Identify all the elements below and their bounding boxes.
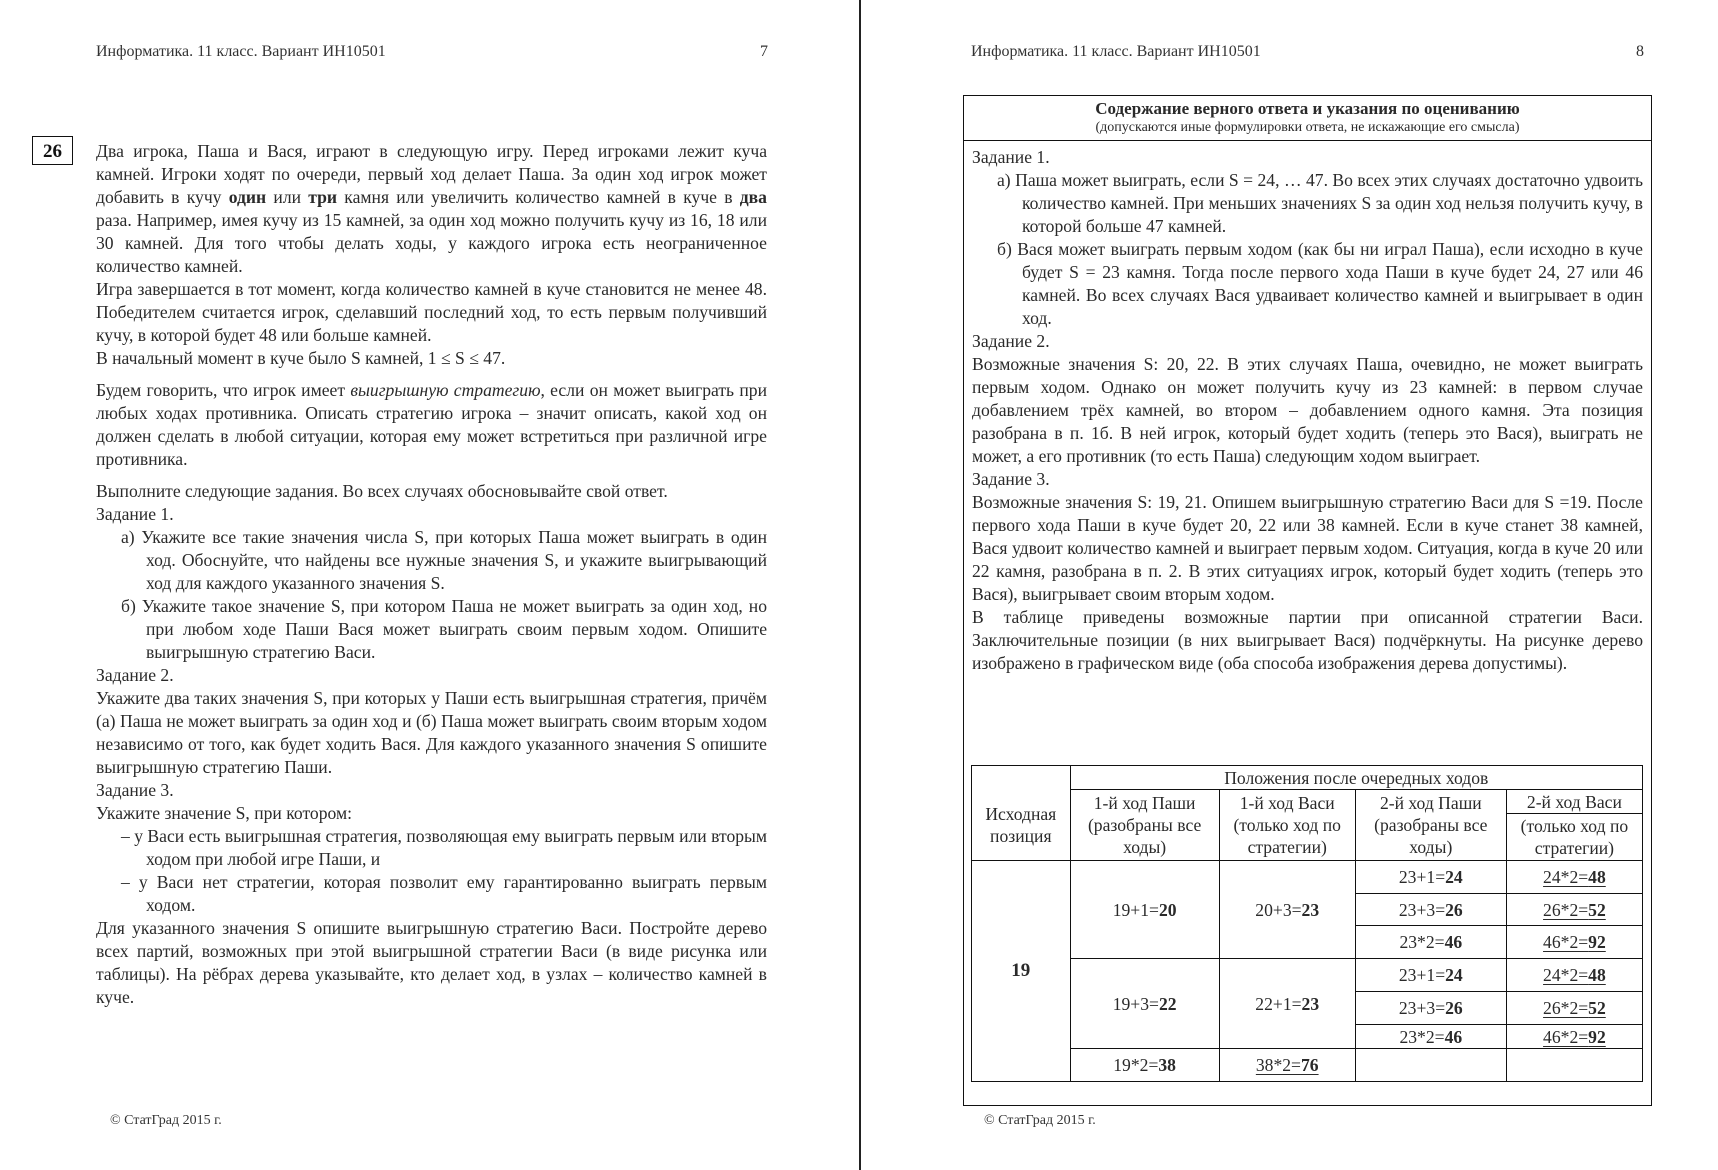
- task2-text: Укажите два таких значения S, при которых у Паши есть выигрышная стратегия, причём (а) Паша не может выиграть за один ход и (б) Паша может выиграть своим вторым ходом независимо от того, как будет ходить Вася. Для каждого указанного значения S опишите выигрышную стратегию Паши.: [96, 688, 767, 777]
- table-cell-vasya-2: 46*2=92: [1506, 926, 1642, 959]
- task3-intro: Укажите значение S, при котором:: [96, 803, 352, 823]
- task3-item-2: – у Васи нет стратегии, которая позволит ему гарантированно выиграть первым ходом.: [121, 872, 767, 915]
- answer1-title: Задание 1.: [972, 147, 1050, 167]
- task1-title: Задание 1.: [96, 504, 174, 524]
- table-cell-vasya-2: 26*2=52: [1506, 992, 1642, 1025]
- table-cell-pasha-1: 19+3=22: [1070, 959, 1219, 1049]
- task2-title: Задание 2.: [96, 665, 174, 685]
- table-cell-pasha-2: 23+3=26: [1355, 992, 1506, 1025]
- table-cell-vasya-1: 22+1=23: [1219, 959, 1355, 1049]
- table-cell-pasha-2: 23*2=46: [1355, 926, 1506, 959]
- table-cell-vasya-2: 26*2=52: [1506, 894, 1642, 926]
- answer-box-subtitle: (допускаются иные формулировки ответа, не искажающие его смысла): [1095, 120, 1520, 135]
- answer2-title: Задание 2.: [972, 331, 1050, 351]
- table-cell-vasya-2: 24*2=48: [1506, 959, 1642, 992]
- task3-item-1: – у Васи есть выигрышная стратегия, позволяющая ему выиграть первым или вторым ходом при любой игре Паши, и: [121, 826, 767, 869]
- strategy-definition-paragraph: Будем говорить, что игрок имеет выигрышную стратегию, если он может выиграть при любых ходах противника. Описать стратегию игрока – значит описать, какой ход он должен сделать в любой ситуации, которая ему может встретиться при различной игре противника.: [96, 380, 767, 469]
- left-page-header: Информатика. 11 класс. Вариант ИН10501: [96, 43, 386, 60]
- table-cell-vasya-1: 38*2=76: [1219, 1049, 1355, 1082]
- answer-box-header: [964, 96, 1651, 141]
- table-row: [972, 959, 1643, 992]
- table-cell-vasya-1: 20+3=23: [1219, 861, 1355, 959]
- table-cell-pasha-1: 19+1=20: [1070, 861, 1219, 959]
- task1-a: а) Укажите все такие значения числа S, при которых Паша может выиграть в один ход. Обоснуйте, что найдены все нужные значения S, и укажите выигрывающий ход для каждого указанного значения S.: [121, 527, 767, 593]
- question-number-badge: 26: [32, 136, 73, 165]
- right-page-number: 8: [1636, 43, 1644, 60]
- page-divider: [859, 0, 861, 1170]
- answer-box-title: Содержание верного ответа и указания по оцениванию: [1095, 99, 1520, 118]
- right-page-header: Информатика. 11 класс. Вариант ИН10501: [971, 43, 1261, 60]
- table-header-start: Исходная позиция: [972, 790, 1071, 861]
- table-header-vasya-2-top: 2-й ход Васи: [1506, 790, 1642, 814]
- table-cell-pasha-2: 23+1=24: [1355, 861, 1506, 894]
- table-cell-empty: [1506, 1049, 1642, 1082]
- answer3-title: Задание 3.: [972, 469, 1050, 489]
- table-group-header: Положения после очередных ходов: [1070, 766, 1642, 790]
- left-page-number: 7: [760, 43, 768, 60]
- table-cell-pasha-1: 19*2=38: [1070, 1049, 1219, 1082]
- table-start-value: 19: [972, 861, 1071, 1082]
- table-row: [972, 861, 1643, 894]
- task1-b: б) Укажите такое значение S, при котором Паша не может выиграть за один ход, но при любом ходе Паши Вася может выиграть своим первым ходом. Опишите выигрышную стратегию Васи.: [121, 596, 767, 662]
- table-header-pasha-1: 1-й ход Паши (разобраны все ходы): [1070, 790, 1219, 861]
- left-page-footer: © СтатГрад 2015 г.: [110, 1113, 222, 1128]
- answer1-b: б) Вася может выиграть первым ходом (как бы ни играл Паша), если исходно в куче будет S = 23 камня. Тогда после первого хода Паши в куче будет 24, 27 или 46 камней. Во всех случаях Вася удваивает количество камней и выигрывает в один ход.: [997, 239, 1643, 328]
- end-condition-paragraph: Игра завершается в тот момент, когда количество камней в куче становится не менее 48. Победителем считается игрок, сделавший последний ход, то есть первым получивший кучу, в которой будет 48 или больше камней.: [96, 279, 767, 345]
- instructions-paragraph: Выполните следующие задания. Во всех случаях обосновывайте свой ответ.: [96, 481, 668, 501]
- answer1-a: а) Паша может выиграть, если S = 24, … 47. Во всех этих случаях достаточно удвоить количество камней. При меньших значениях S за один ход нельзя получить кучу, в которой больше 47 камней.: [997, 170, 1643, 236]
- task3-title: Задание 3.: [96, 780, 174, 800]
- table-cell-vasya-2: 46*2=92: [1506, 1025, 1642, 1049]
- table-cell-pasha-2: 23*2=46: [1355, 1025, 1506, 1049]
- rules-paragraph: Два игрока, Паша и Вася, играют в следующую игру. Перед игроками лежит куча камней. Игроки ходят по очереди, первый ход делает Паша. За один ход игрок может добавить в кучу один или три камня или увеличить количество камней в куче в два раза. Например, имея кучу из 15 камней, за один ход можно получить кучу из 16, 18 или 30 камней. Для того чтобы делать ходы, у каждого игрока есть неограниченное количество камней.: [96, 141, 767, 276]
- table-header-pasha-2: 2-й ход Паши (разобраны все ходы): [1355, 790, 1506, 861]
- initial-state-paragraph: В начальный момент в куче было S камней, 1 ≤ S ≤ 47.: [96, 348, 506, 368]
- table-cell-pasha-2: 23+3=26: [1355, 894, 1506, 926]
- table-cell-pasha-2: 23+1=24: [1355, 959, 1506, 992]
- answer-text: [964, 141, 1651, 675]
- answer3-table-intro: В таблице приведены возможные партии при описанной стратегии Васи. Заключительные позиции (в них выигрывает Вася) подчёркнуты. На рисунке дерево изображено в графическом виде (оба способа изображения дерева допустимы).: [972, 607, 1643, 673]
- answer3-text: Возможные значения S: 19, 21. Опишем выигрышную стратегию Васи для S =19. После первого хода Паши в куче будет 20, 22 или 38 камней. Если в куче станет 38 камней, Вася удвоит количество камней и выиграет первым ходом. Ситуация, когда в куче 20 или 22 камня, разобрана в п. 2. В этих ситуациях игрок, который будет ходить (теперь это Вася), выигрывает своим вторым ходом.: [972, 492, 1643, 604]
- table-row: [972, 1049, 1643, 1082]
- table-cell-vasya-2: 24*2=48: [1506, 861, 1642, 894]
- table-header-vasya-2-bottom: (только ход по стратегии): [1506, 814, 1642, 861]
- task3-text: Для указанного значения S опишите выигрышную стратегию Васи. Постройте дерево всех партий, возможных при этой выигрышной стратегии Васи (в виде рисунка или таблицы). На рёбрах дерева указывайте, кто делает ход, в узлах – количество камней в куче.: [96, 918, 767, 1007]
- table-header-vasya-1: 1-й ход Васи (только ход по стратегии): [1219, 790, 1355, 861]
- right-page-footer: © СтатГрад 2015 г.: [984, 1113, 1096, 1128]
- answer2-text: Возможные значения S: 20, 22. В этих случаях Паша, очевидно, не может выиграть первым ходом. Однако он может получить кучу из 23 камней: в первом случае добавлением трёх камней, во втором – добавлением одного камня. Эта позиция разобрана в п. 1б. В ней игрок, который будет ходить (теперь это Вася), выиграть не может, а его противник (то есть Паша) следующим ходом выиграет.: [972, 354, 1643, 466]
- question-text: [96, 140, 767, 1009]
- table-corner-cell: [972, 766, 1071, 790]
- game-tree-table: [971, 765, 1643, 1082]
- table-cell-empty: [1355, 1049, 1506, 1082]
